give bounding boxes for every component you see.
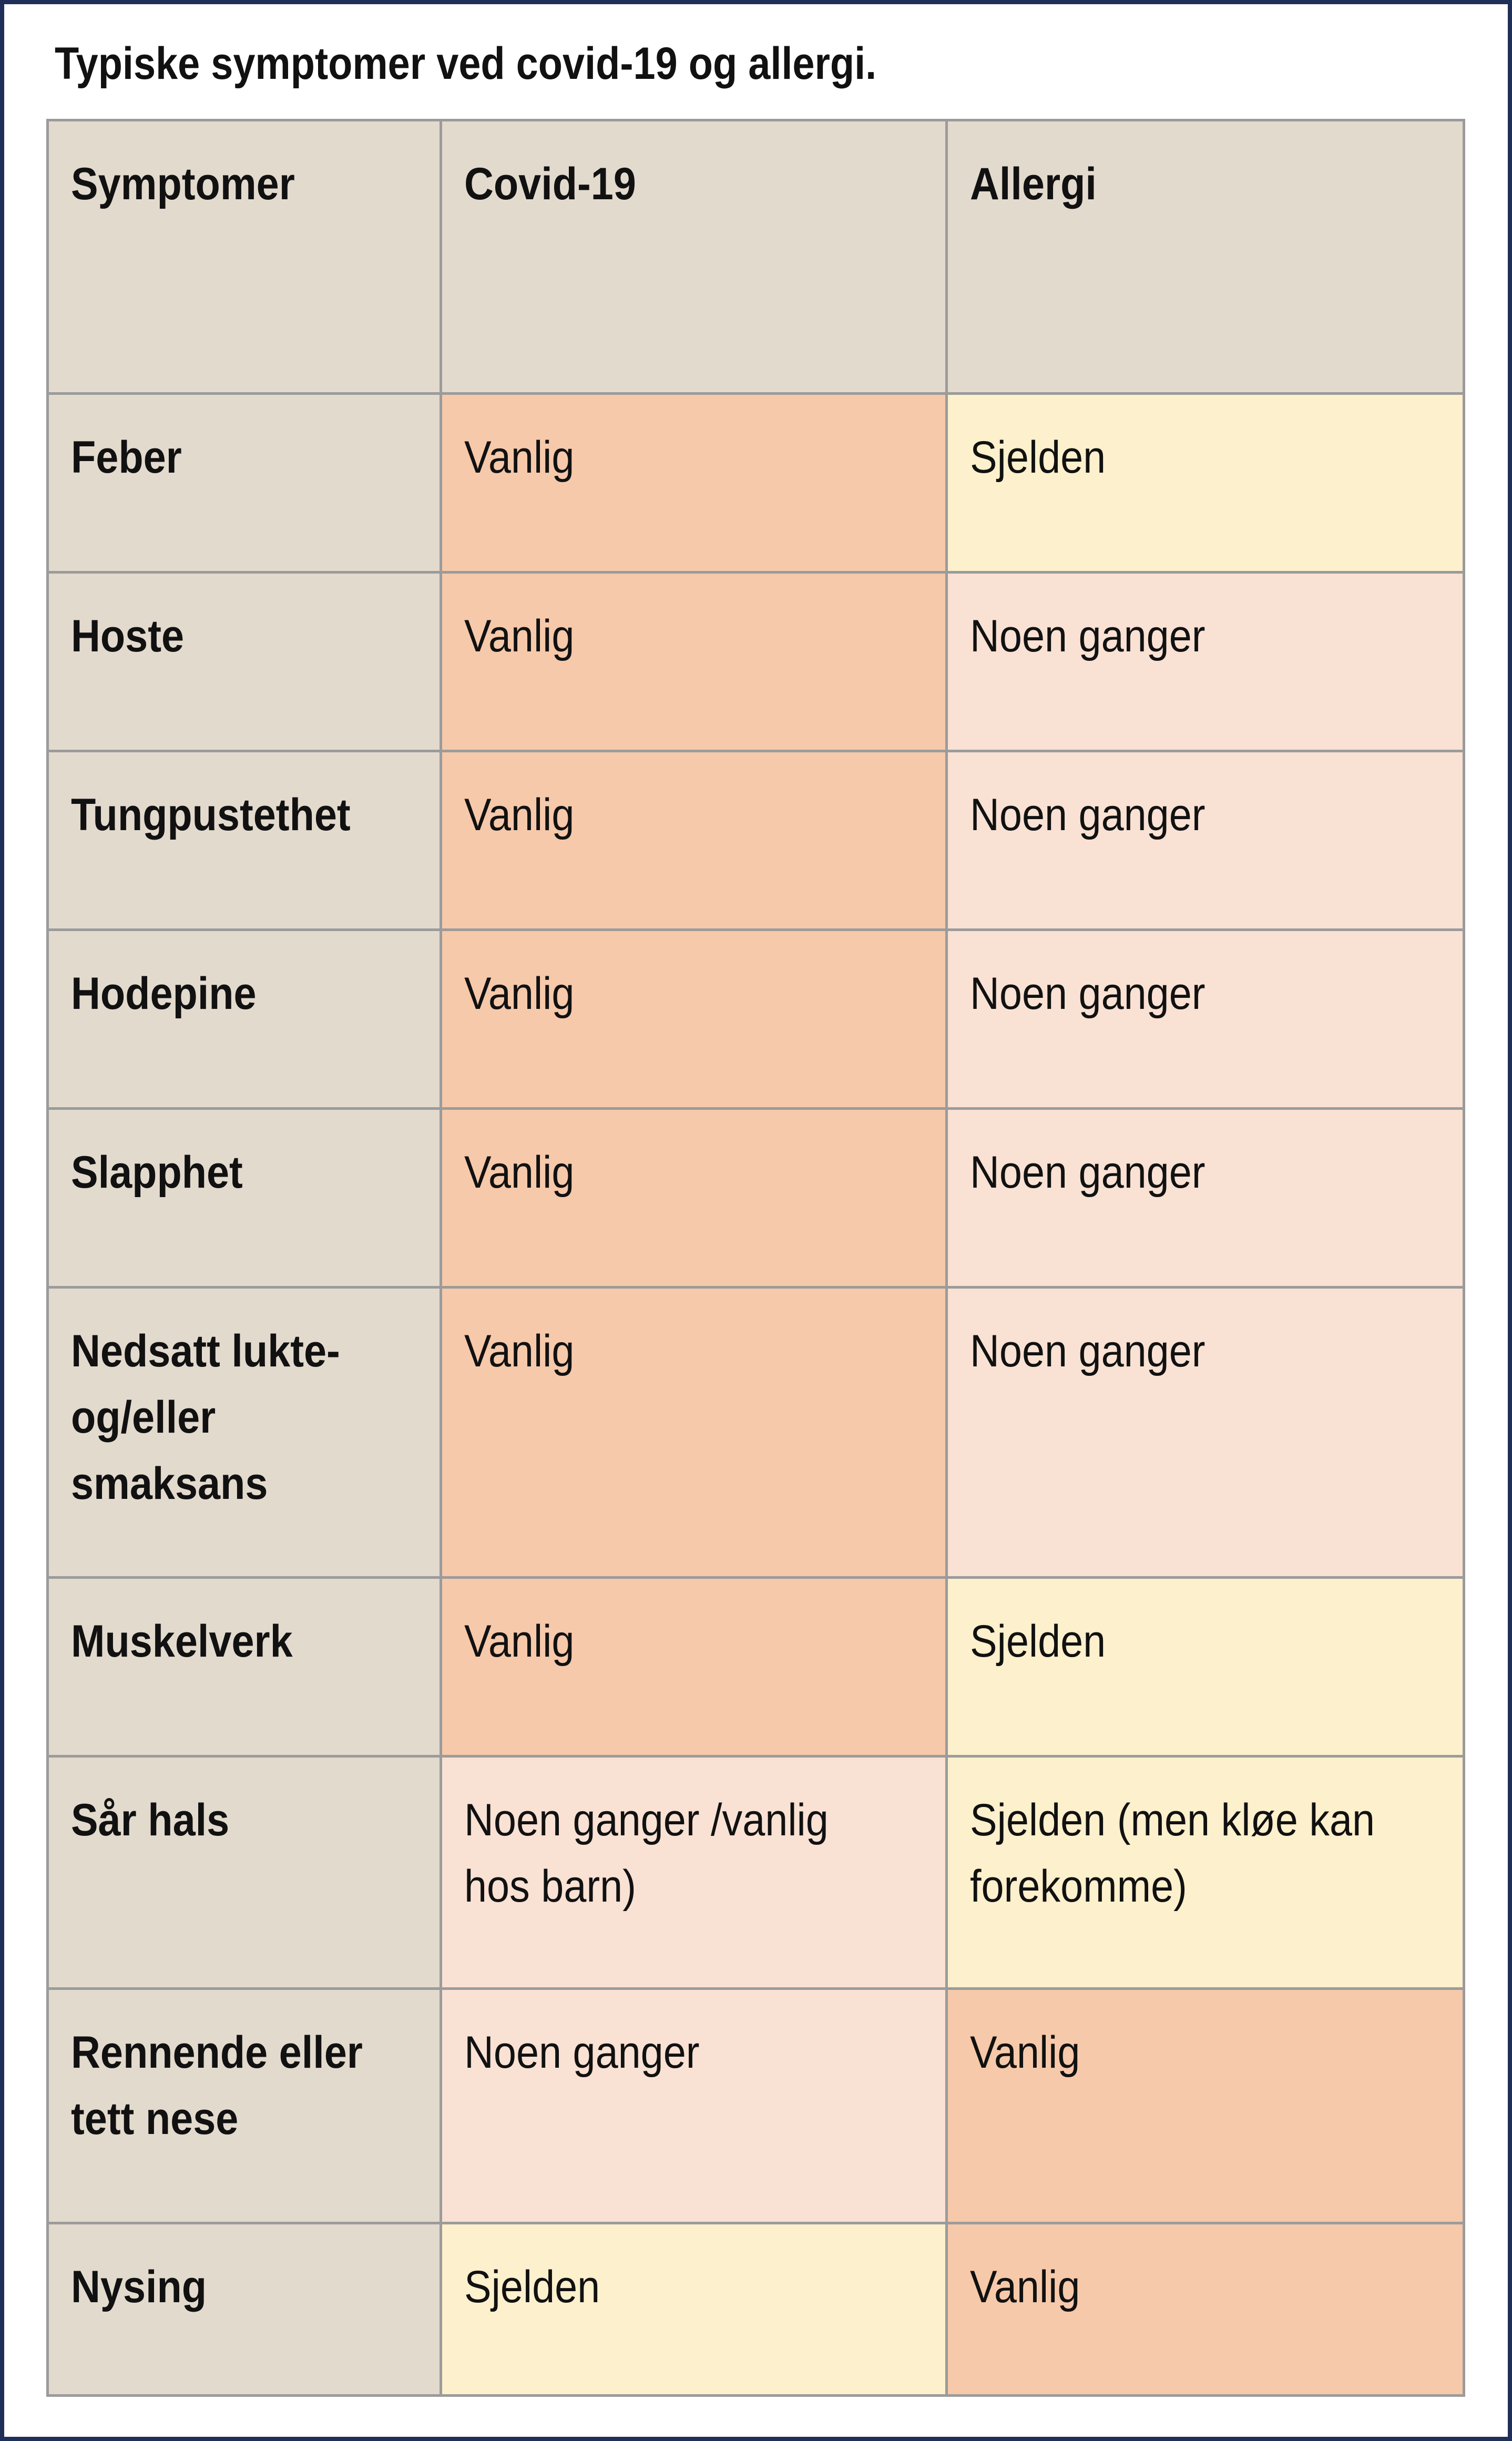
table-row xyxy=(48,1756,1464,1989)
symptom-cell-text: Slapphet xyxy=(71,1147,243,1198)
allergi-cell xyxy=(947,1756,1464,1989)
table-row xyxy=(48,394,1464,573)
covid-cell xyxy=(441,394,947,573)
symptom-cell xyxy=(48,1109,441,1288)
symptom-cell-text: Nedsatt lukte- og/eller smaksans xyxy=(71,1326,340,1509)
covid-cell-text: Vanlig xyxy=(464,968,575,1019)
symptom-cell-text: Nysing xyxy=(71,2262,207,2312)
covid-cell-text: Vanlig xyxy=(464,1147,575,1198)
covid-cell-text: Noen ganger xyxy=(464,2027,700,2078)
covid-cell xyxy=(441,2223,947,2396)
allergi-cell-text: Noen ganger xyxy=(970,1326,1205,1376)
header-row xyxy=(48,120,1464,394)
table-row xyxy=(48,1989,1464,2223)
allergi-cell-text: Noen ganger xyxy=(970,1147,1205,1198)
table-row xyxy=(48,1578,1464,1756)
allergi-cell-text: Sjelden xyxy=(970,432,1106,483)
symptom-cell xyxy=(48,1288,441,1578)
allergi-cell-text: Sjelden (men kløe kan forekomme) xyxy=(970,1795,1375,1912)
covid-cell xyxy=(441,1288,947,1578)
symptom-cell-text: Rennende eller tett nese xyxy=(71,2027,363,2144)
allergi-cell xyxy=(947,930,1464,1109)
allergi-cell-text: Noen ganger xyxy=(970,611,1205,661)
symptom-cell xyxy=(48,1756,441,1989)
header-symptomer: Symptomer xyxy=(48,120,441,394)
symptom-cell xyxy=(48,2223,441,2396)
symptom-cell-text: Feber xyxy=(71,432,182,483)
allergi-cell xyxy=(947,573,1464,751)
symptom-cell xyxy=(48,394,441,573)
allergi-cell xyxy=(947,2223,1464,2396)
allergi-cell-text: Sjelden xyxy=(970,1616,1106,1667)
table-row xyxy=(48,573,1464,751)
header-allergi: Allergi xyxy=(947,120,1464,394)
covid-cell xyxy=(441,1756,947,1989)
symptom-cell-text: Hoste xyxy=(71,611,185,661)
covid-cell-text: Vanlig xyxy=(464,790,575,840)
allergi-cell-text: Noen ganger xyxy=(970,790,1205,840)
symptom-cell-text: Sår hals xyxy=(71,1795,230,1845)
covid-cell-text: Vanlig xyxy=(464,432,575,483)
covid-cell-text: Sjelden xyxy=(464,2262,600,2312)
covid-cell-text: Vanlig xyxy=(464,611,575,661)
allergi-cell-text: Vanlig xyxy=(970,2262,1080,2312)
symptom-cell xyxy=(48,930,441,1109)
table-row xyxy=(48,751,1464,930)
allergi-cell xyxy=(947,1989,1464,2223)
symptom-cell xyxy=(48,1989,441,2223)
table-row xyxy=(48,1288,1464,1578)
covid-cell xyxy=(441,1109,947,1288)
table-body xyxy=(48,394,1464,2396)
allergi-cell xyxy=(947,1578,1464,1756)
symptom-cell xyxy=(48,751,441,930)
allergi-cell xyxy=(947,1288,1464,1578)
covid-cell-text: Vanlig xyxy=(464,1616,575,1667)
symptom-cell-text: Muskelverk xyxy=(71,1616,293,1667)
symptom-cell xyxy=(48,1578,441,1756)
table-title: Typiske symptomer ved covid-19 og allergi. xyxy=(55,38,877,89)
table-row xyxy=(48,2223,1464,2396)
allergi-cell xyxy=(947,1109,1464,1288)
symptom-cell-text: Hodepine xyxy=(71,968,257,1019)
allergi-cell-text: Vanlig xyxy=(970,2027,1080,2078)
allergi-cell xyxy=(947,751,1464,930)
allergi-cell-text: Noen ganger xyxy=(970,968,1205,1019)
header-covid-19: Covid-19 xyxy=(441,120,947,394)
covid-cell xyxy=(441,930,947,1109)
allergi-cell xyxy=(947,394,1464,573)
covid-cell xyxy=(441,751,947,930)
covid-cell xyxy=(441,1578,947,1756)
covid-cell-text: Vanlig xyxy=(464,1326,575,1376)
covid-cell xyxy=(441,1989,947,2223)
covid-cell xyxy=(441,573,947,751)
symptom-cell xyxy=(48,573,441,751)
symptom-cell-text: Tungpustethet xyxy=(71,790,351,840)
table-row xyxy=(48,930,1464,1109)
covid-cell-text: Noen ganger /vanlig hos barn) xyxy=(464,1795,829,1912)
symptom-comparison-table xyxy=(46,119,1465,2397)
table-row xyxy=(48,1109,1464,1288)
